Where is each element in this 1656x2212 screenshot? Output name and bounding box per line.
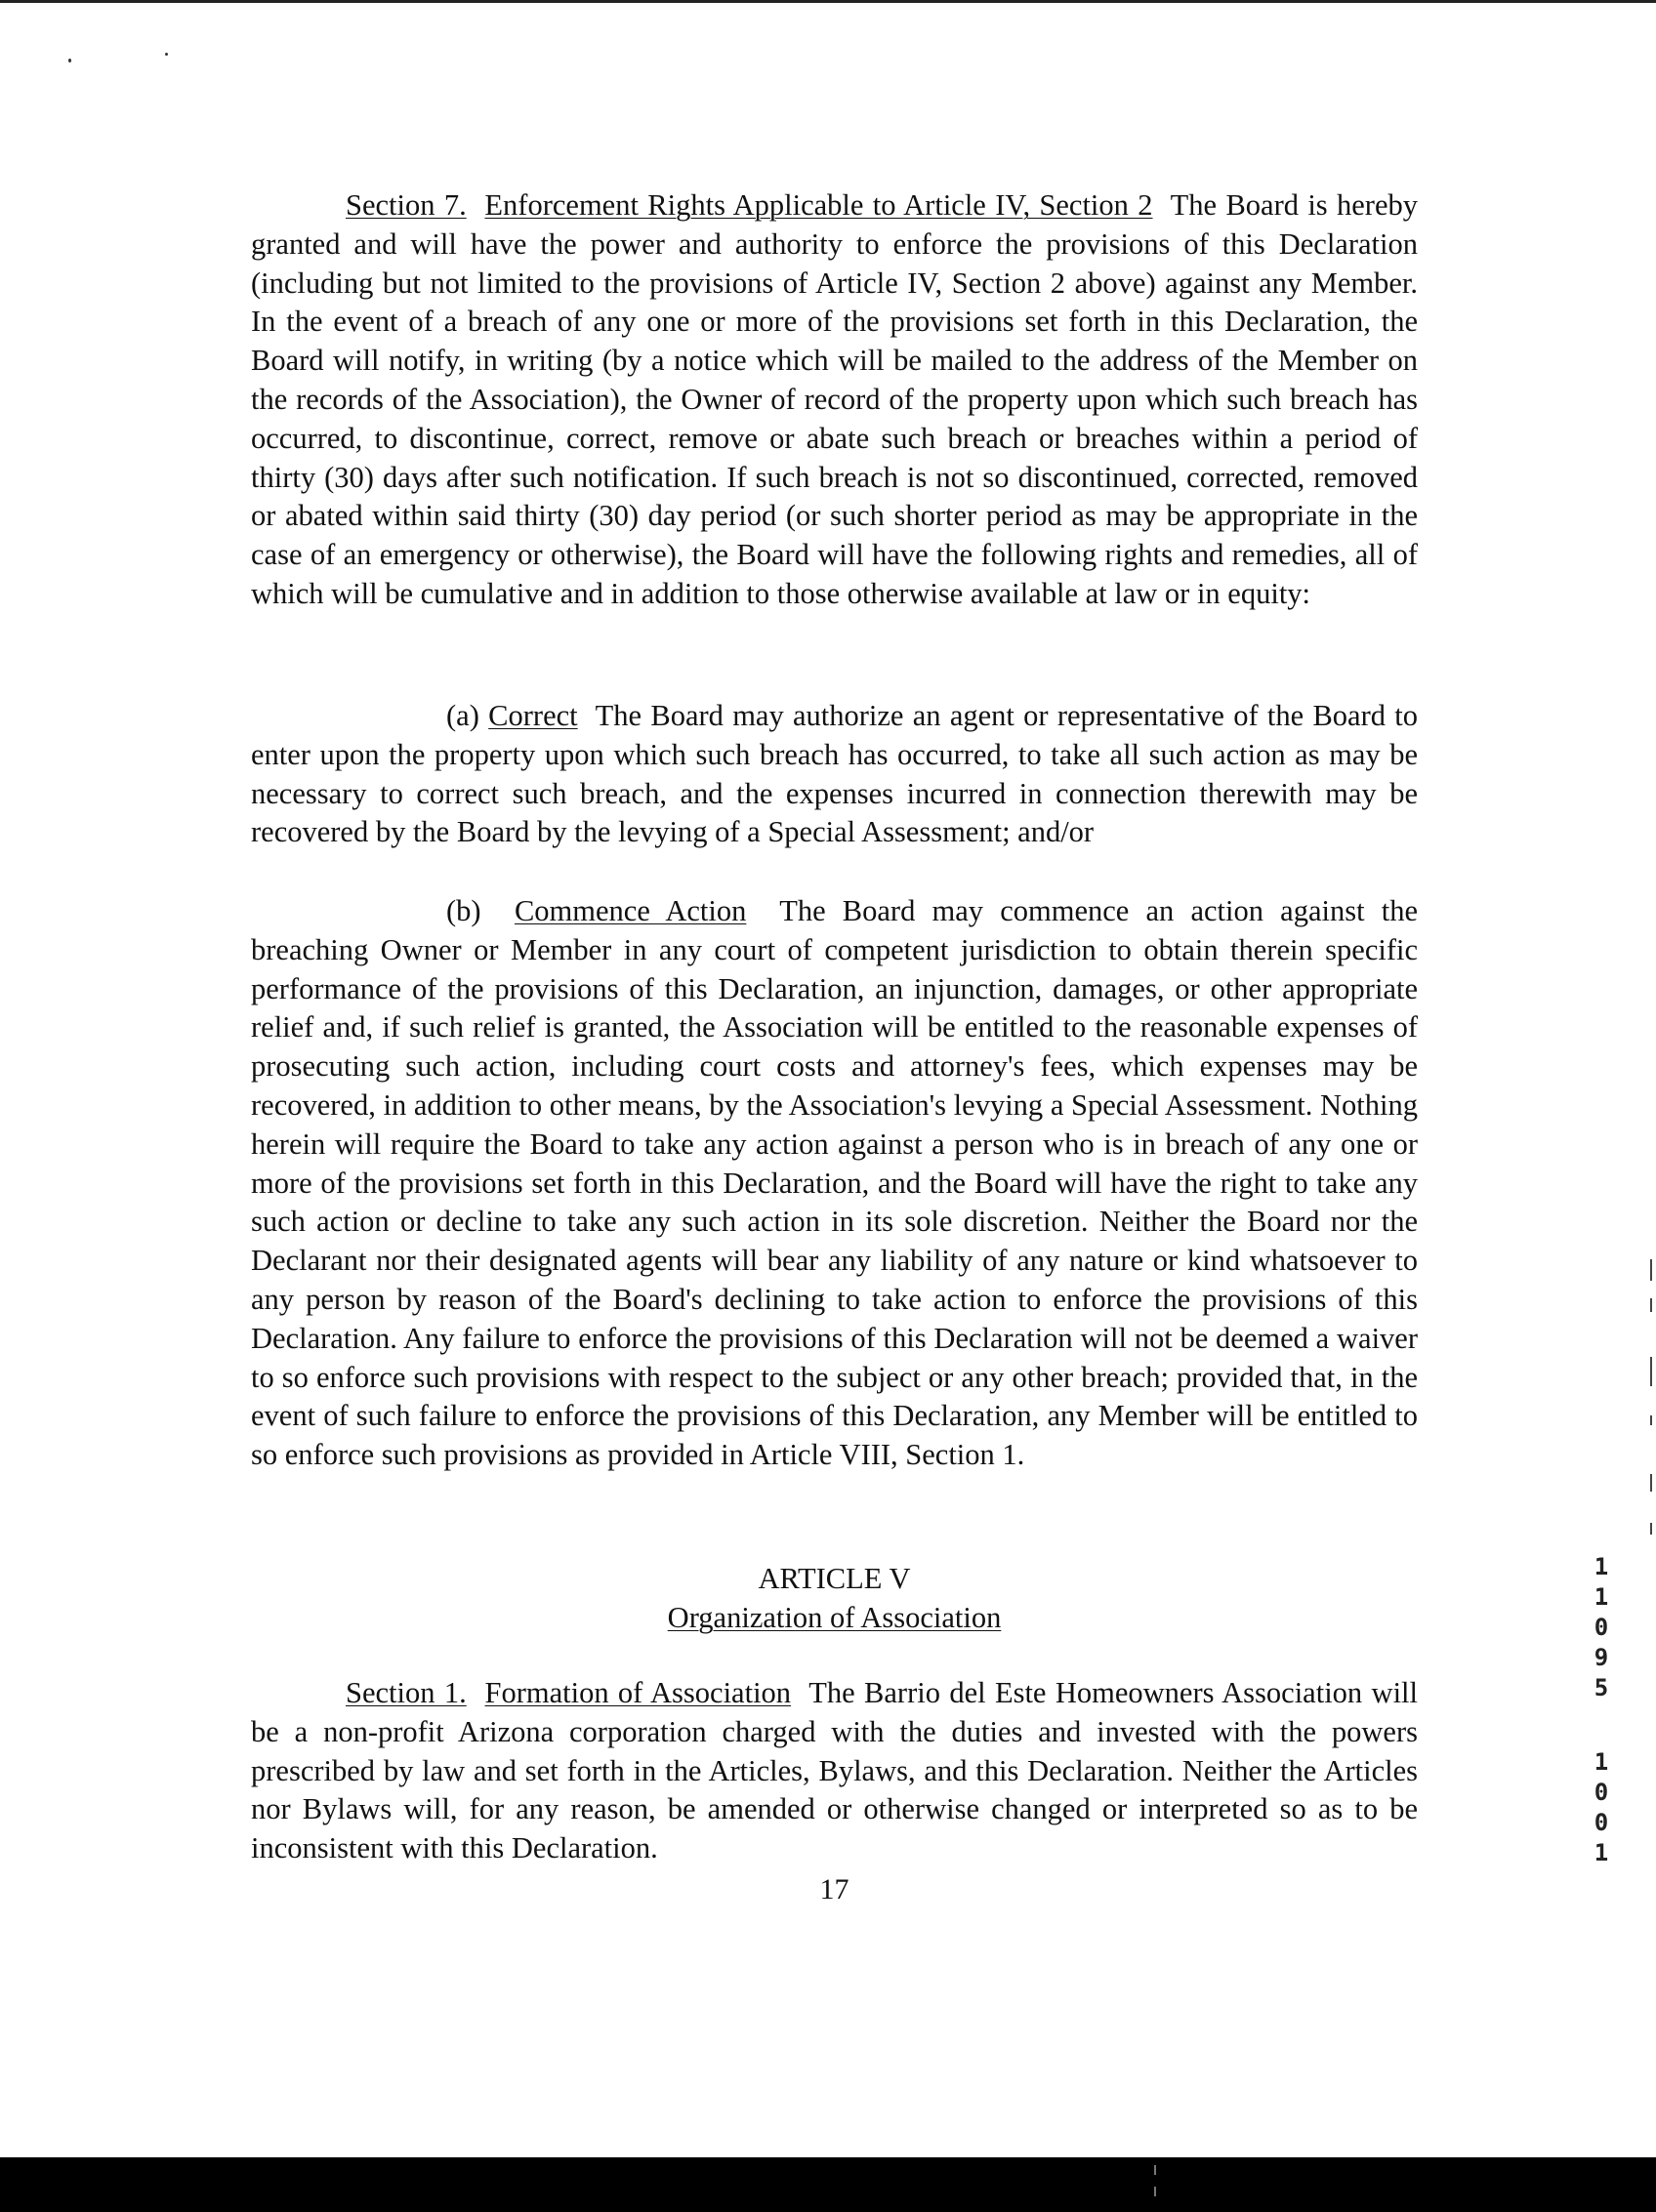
scan-edge-mark	[1650, 1298, 1652, 1312]
section-7-body: The Board is hereby granted and will have the power and authority to enforce the provisions of this Declaration (including but not limited to the provisions of Article IV, Section 2 above) against any Member. In the event of a breach of any one or more of the provisions set forth in this Declaration, the Board will notify, in writing (by a notice which will be mailed to the address of the Member on the records of the Association), the Owner of record of the property upon which such breach has occurred, to discontinue, correct, remove or abate such breach or breaches within a period of thirty (30) days after such notification. If such breach is not so discontinued, corrected, removed or abated within said thirty (30) day period (or such shorter period as may be appropriate in the case of an emergency or otherwise), the Board will have the following rights and remedies, all of which will be cumulative and in addition to those otherwise available at law or in equity:	[251, 188, 1419, 610]
article-5-subheading: Organization of Association	[667, 1601, 1002, 1634]
scan-top-edge	[0, 0, 1656, 3]
bates-char: 1	[1594, 1583, 1609, 1611]
scan-speck	[68, 59, 71, 62]
subsection-b-marker: (b)	[446, 894, 481, 927]
bates-char: 1	[1594, 1553, 1609, 1580]
bates-char: 1	[1594, 1748, 1609, 1776]
bates-char: 0	[1594, 1614, 1609, 1641]
bates-char: 0	[1594, 1779, 1609, 1806]
subsection-a-paragraph	[251, 697, 1418, 852]
section-7-paragraph	[251, 186, 1418, 614]
section-1-body: The Barrio del Este Homeowners Association will be a non-profit Arizona corporation charged with the duties and invested with the powers prescribed by law and set forth in the Articles, Bylaws, and this Declaration. Neither the Articles nor Bylaws will, for any reason, be amended or otherwise changed or interpreted so as to be inconsistent with this Declaration.	[251, 1676, 1418, 1865]
article-5-heading: ARTICLE V	[758, 1562, 911, 1595]
section-1-title: Formation of Association	[484, 1676, 792, 1709]
scan-edge-mark	[1650, 1523, 1652, 1535]
subsection-b-title: Commence Action	[514, 894, 747, 927]
section-1-paragraph	[251, 1674, 1418, 1868]
scan-edge-mark	[1650, 1474, 1652, 1492]
page-number: 17	[819, 1873, 849, 1905]
subsection-a-marker: (a)	[446, 699, 479, 732]
section-7-title: Enforcement Rights Applicable to Article IV, Section 2	[484, 188, 1153, 222]
bates-char: 9	[1594, 1644, 1609, 1671]
scan-speck	[165, 53, 168, 56]
scan-bottom-band	[0, 2157, 1656, 2212]
scan-edge-mark	[1650, 1415, 1652, 1425]
section-7-number: Section 7.	[346, 188, 467, 222]
bates-char: 5	[1594, 1674, 1609, 1701]
scan-edge-mark	[1650, 1357, 1652, 1386]
bates-char: 0	[1594, 1809, 1609, 1836]
subsection-a-title: Correct	[488, 699, 578, 732]
scan-edge-mark	[1650, 1259, 1652, 1281]
bates-stamp-lower	[1590, 1747, 1613, 1868]
section-1-number: Section 1.	[346, 1676, 467, 1709]
bates-stamp-upper	[1590, 1552, 1613, 1703]
subsection-b-paragraph	[251, 892, 1418, 1475]
subsection-a-body: The Board may authorize an agent or representative of the Board to enter upon the property upon which such breach has occurred, to take all such action as may be necessary to correct such breach, and the expenses incurred in connection therewith may be recovered by the Board by the levying of a Special Assessment; and/or	[251, 699, 1418, 849]
bates-char: 1	[1594, 1839, 1609, 1866]
scan-tick	[1154, 2187, 1156, 2196]
subsection-b-body: The Board may commence an action against the breaching Owner or Member in any court of competent jurisdiction to obtain therein specific performance of the provisions of this Declaration, an injunction, damages, or other appropriate relief and, if such relief is granted, the Association will be entitled to the reasonable expenses of prosecuting such action, including court costs and attorney's fees, which expenses may be recovered, in addition to other means, by the Association's levying a Special Assessment. Nothing herein will require the Board to take any action against a person who is in breach of any one or more of the provisions set forth in this Declaration, and the Board will have the right to take any such action or decline to take any such action in its sole discretion. Neither the Board nor the Declarant nor their designated agents will bear any liability of any nature or kind whatsoever to any person by reason of the Board's declining to take action to enforce the provisions of this Declaration. Any failure to enforce the provisions of this Declaration will not be deemed a waiver to so enforce such provisions with respect to the subject or any other breach; provided that, in the event of such failure to enforce the provisions of this Declaration, any Member will be entitled to so enforce such provisions as provided in Article VIII, Section 1.	[251, 894, 1419, 1472]
scan-tick	[1154, 2165, 1156, 2175]
